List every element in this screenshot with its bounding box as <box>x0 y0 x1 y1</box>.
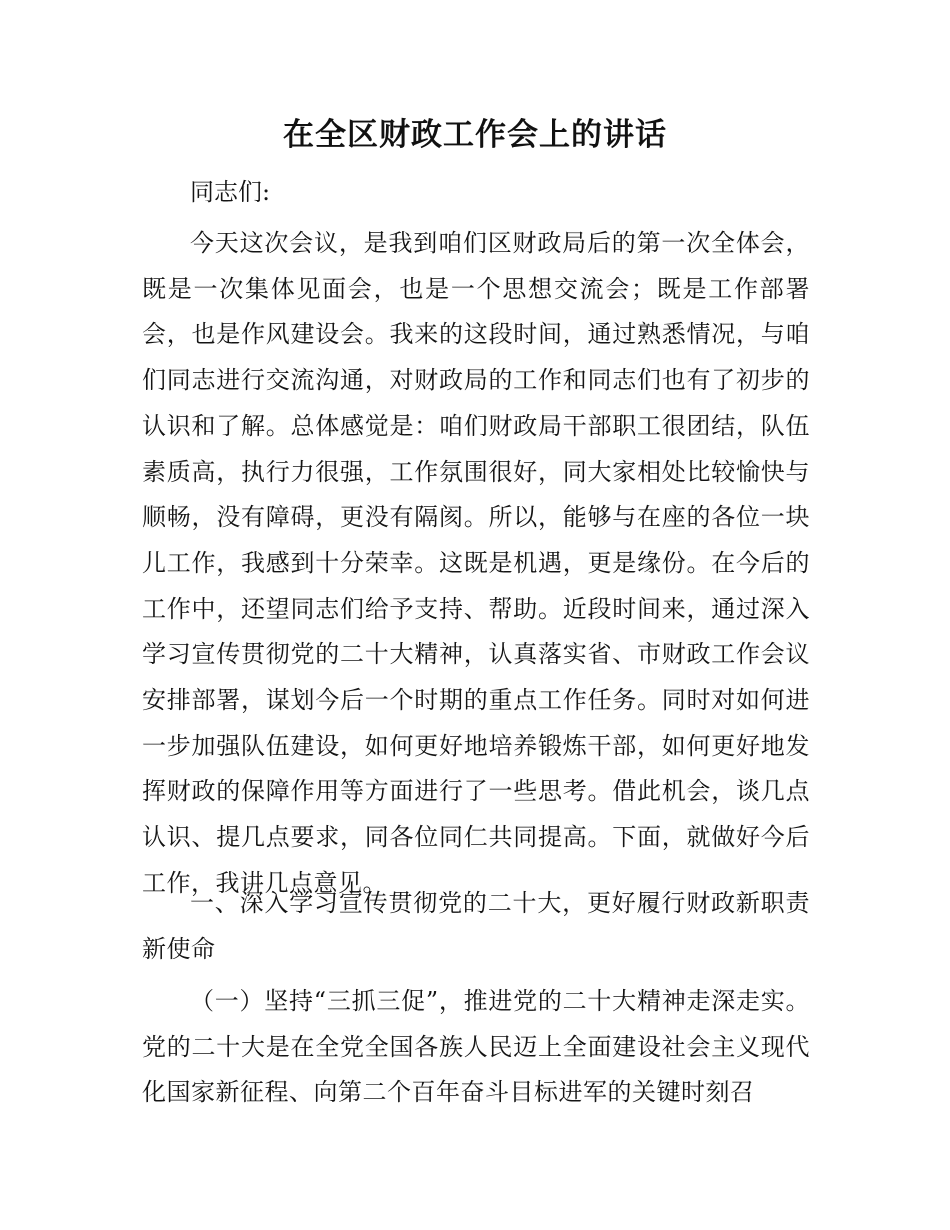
paragraph-intro: 今天这次会议，是我到咱们区财政局后的第一次全体会，既是一次集体见面会，也是一个思想交流会；既是工作部署会，也是作风建设会。我来的这段时间，通过熟悉情况，与咱们同志进行交流沟通，对财政局的工作和同志们也有了初步的认识和了解。总体感觉是：咱们财政局干部职工很团结，队伍素质高，执行力很强，工作氛围很好，同大家相处比较愉快与顺畅，没有障碍，更没有隔阂。所以，能够与在座的各位一块儿工作，我感到十分荣幸。这既是机遇，更是缘份。在今后的工作中，还望同志们给予支持、帮助。近段时间来，通过深入学习宣传贯彻党的二十大精神，认真落实省、市财政工作会议安排部署，谋划今后一个时期的重点工作任务。同时对如何进一步加强队伍建设，如何更好地培养锻炼干部，如何更好地发挥财政的保障作用等方面进行了一些思考。借此机会，谈几点认识、提几点要求，同各位同仁共同提高。下面，就做好今后工作，我讲几点意见。 <box>142 229 810 897</box>
greeting-line: 同志们: <box>190 178 271 206</box>
section-heading-1: 一、深入学习宣传贯彻党的二十大，更好履行财政新职责新使命 <box>142 889 810 963</box>
paragraph-subsection-1: （一）坚持“三抓三促”，推进党的二十大精神走深走实。党的二十大是在全党全国各族人民迈上全面建设社会主义现代化国家新征程、向第二个百年奋斗目标进军的关键时刻召 <box>142 987 810 1107</box>
document-title: 在全区财政工作会上的讲话 <box>283 117 667 153</box>
